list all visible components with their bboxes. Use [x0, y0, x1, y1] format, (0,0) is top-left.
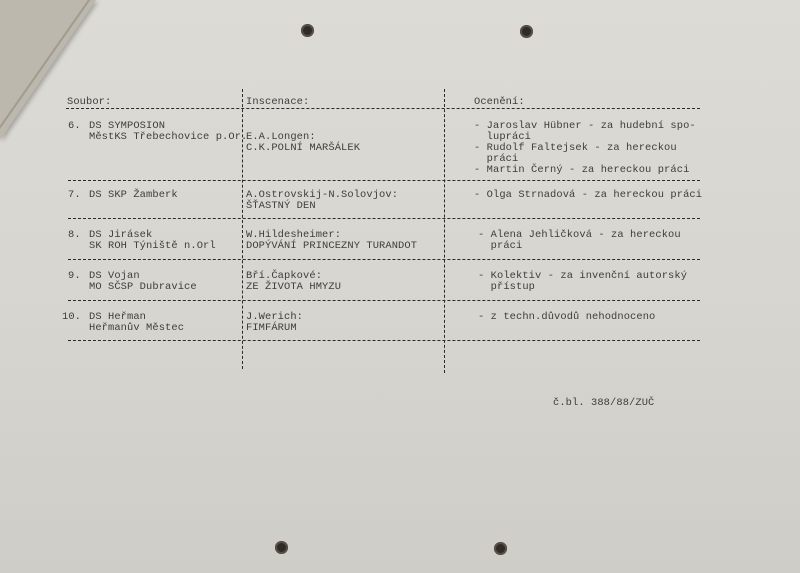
row-6-inscenace-line1: E.A.Longen: — [246, 131, 316, 143]
header-oceneni: Ocenění: — [474, 96, 525, 108]
row-7-number: 7. — [68, 189, 81, 201]
row-8-soubor-line1: DS Jirásek — [89, 229, 153, 241]
document-reference: č.bl. 388/88/ZUČ — [553, 397, 655, 409]
row-6-soubor-line2: MěstKS Třebechovice p.Or. — [89, 131, 248, 143]
row-6-oceneni-line2: lupráci — [474, 131, 532, 143]
header-divider — [66, 108, 700, 109]
row-10-soubor-line1: DS Heřman — [89, 311, 147, 323]
row-9-number: 9. — [68, 270, 81, 282]
row-7-inscenace-line1: A.Ostrovskij-N.Solovjov: — [246, 189, 399, 201]
header-inscenace: Inscenace: — [246, 96, 310, 108]
punch-hole-bottom-left — [275, 541, 288, 554]
row-divider-10 — [68, 340, 700, 341]
column-divider-2 — [444, 89, 445, 373]
row-6-oceneni-line3: - Rudolf Faltejsek - za hereckou — [474, 142, 677, 154]
row-7-soubor-line1: DS SKP Žamberk — [89, 189, 178, 201]
row-10-inscenace-line2: FIMFÁRUM — [246, 322, 297, 334]
row-10-inscenace-line1: J.Werich: — [246, 311, 304, 323]
row-10-oceneni-line1: - z techn.důvodů nehodnoceno — [478, 311, 656, 323]
row-9-oceneni-line2: přístup — [478, 281, 536, 293]
row-6-oceneni-line5: - Martin Černý - za hereckou práci — [474, 164, 690, 176]
punch-hole-bottom-right — [494, 542, 507, 555]
row-8-oceneni-line2: práci — [478, 240, 523, 252]
row-9-soubor-line2: MO SČSP Dubravice — [89, 281, 197, 293]
row-6-oceneni-line1: - Jaroslav Hübner - za hudební spo- — [474, 120, 696, 132]
row-8-inscenace-line1: W.Hildesheimer: — [246, 229, 342, 241]
row-7-inscenace-line2: ŠŤASTNÝ DEN — [246, 200, 316, 212]
folded-corner — [0, 0, 96, 140]
row-divider-8 — [68, 259, 700, 260]
row-9-inscenace-line1: Bří.Čapkové: — [246, 270, 323, 282]
row-10-soubor-line2: Heřmanův Městec — [89, 322, 185, 334]
punch-hole-top-right — [520, 25, 533, 38]
row-8-oceneni-line1: - Alena Jehličková - za hereckou — [478, 229, 681, 241]
row-9-soubor-line1: DS Vojan — [89, 270, 140, 282]
row-6-oceneni-line4: práci — [474, 153, 519, 165]
row-9-inscenace-line2: ZE ŽIVOTA HMYZU — [246, 281, 342, 293]
punch-hole-top-left — [301, 24, 314, 37]
row-divider-9 — [68, 300, 700, 301]
row-10-number: 10. — [62, 311, 82, 323]
row-9-oceneni-line1: - Kolektiv - za invenční autorský — [478, 270, 688, 282]
row-divider-7 — [68, 218, 700, 219]
row-divider-6 — [68, 180, 700, 181]
row-8-soubor-line2: SK ROH Týniště n.Orl — [89, 240, 216, 252]
row-6-number: 6. — [68, 120, 81, 132]
row-6-inscenace-line2: C.K.POLNÍ MARŠÁLEK — [246, 142, 361, 154]
row-8-number: 8. — [68, 229, 81, 241]
row-6-soubor-line1: DS SYMPOSION — [89, 120, 166, 132]
row-8-inscenace-line2: DOPÝVÁNÍ PRINCEZNY TURANDOT — [246, 240, 418, 252]
row-7-oceneni-line1: - Olga Strnadová - za hereckou práci — [474, 189, 703, 201]
header-soubor: Soubor: — [67, 96, 112, 108]
